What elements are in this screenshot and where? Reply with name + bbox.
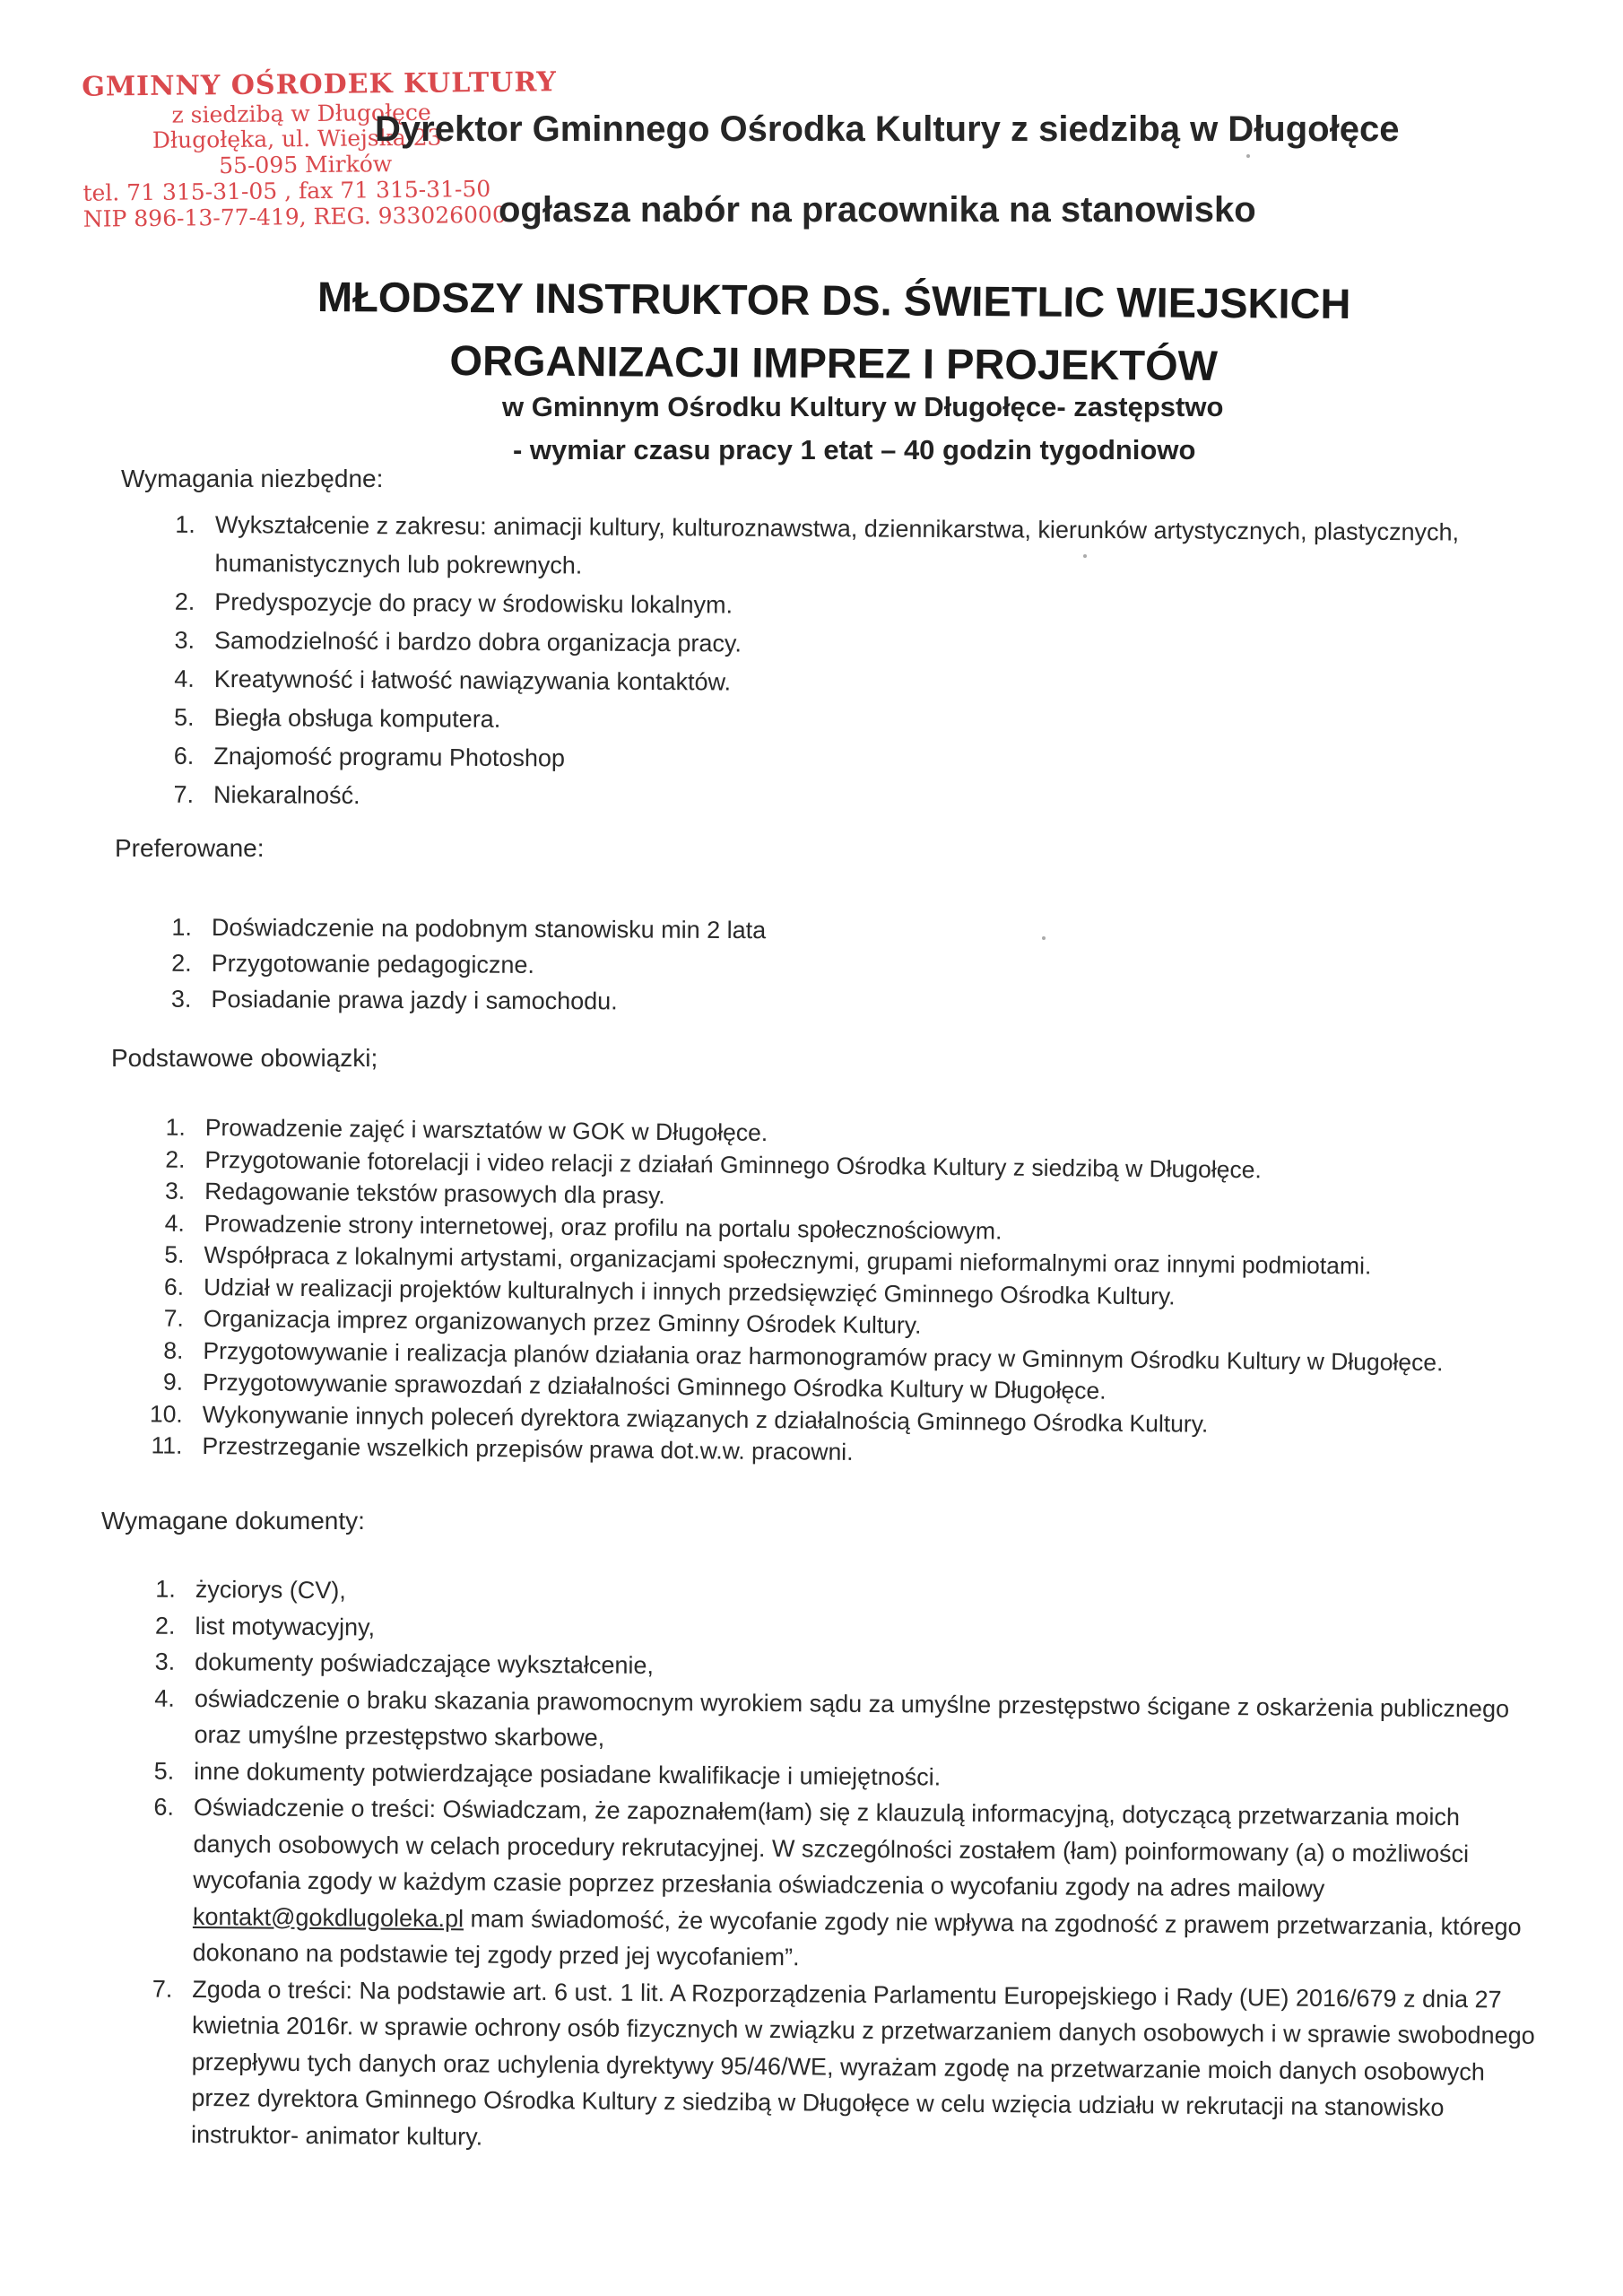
list-item-text: Współpraca z lokalnymi artystami, organizacjami społecznymi, grupami nieformalnymi oraz innymi podmiotami.	[204, 1240, 1372, 1280]
stamp-line: Długołęka, ul. Wiejska 23	[152, 124, 442, 154]
list-item-text: oświadczenie o braku skazania prawomocnym wyrokiem sądu za umyślne przestępstwo ścigane z oskarżenia publicznego oraz umyślne przestępstwo skarbowe,	[194, 1684, 1510, 1752]
list-item-number: 8.	[163, 1336, 184, 1364]
list-item-number: 6.	[173, 742, 195, 770]
announcement-intro: ogłasza nabór na pracownika na stanowisko	[499, 190, 1256, 230]
list-item-number: 4.	[164, 1209, 185, 1237]
list-item	[152, 1970, 1538, 2162]
scan-speck	[1042, 936, 1046, 940]
list-item-text: Wykształcenie z zakresu: animacji kultury, kulturoznawstwa, dziennikarstwa, kierunków artystycznych, plastycznych, humanistycznych lub pokrewnych.	[214, 510, 1460, 579]
list-item-number: 3.	[170, 985, 192, 1013]
list-item-text: Przygotowywanie sprawozdań z działalności Gminnego Ośrodka Kultury w Długołęce.	[202, 1368, 1107, 1405]
list-item	[175, 506, 1523, 591]
list-item-number: 2.	[174, 587, 195, 615]
list-item-text: Wykonywanie innych poleceń dyrektora związanych z działalnością Gminnego Ośrodka Kultury.	[202, 1400, 1209, 1438]
list-item-number: 9.	[162, 1368, 184, 1396]
position-location: w Gminnym Ośrodku Kultury w Długołęce- zastępstwo	[502, 391, 1224, 422]
preferred-heading: Preferowane:	[115, 834, 265, 862]
requirements-list	[173, 506, 1524, 822]
list-item-text: Doświadczenie na podobnym stanowisku min 2 lata	[211, 913, 767, 944]
list-item-number: 4.	[174, 665, 195, 692]
documents-list	[152, 1571, 1541, 2163]
email-link[interactable]: kontakt@gokdlugoleka.pl	[192, 1902, 464, 1932]
list-item-text: Biegła obsługa komputera.	[213, 703, 501, 733]
documents-heading: Wymagane dokumenty:	[101, 1507, 365, 1535]
stamp-line: NIP 896-13-77-419, REG. 933026000	[82, 201, 507, 232]
list-item-number: 7.	[152, 1975, 173, 2003]
scan-speck	[1246, 154, 1250, 158]
consent-text-before: Oświadczenie o treści: Oświadczam, że zapoznałem(łam) się z klauzulą informacyjną, dotyczącą przetwarzania moich danych osobowych w celach procedury rekrutacyjnej. W szczególności zostałem (łam) poinformowany (a) o możliwości wycofania zgody w każdym czasie poprzez przesłania oświadczenia o wycofaniu zgody na adres mailowy	[193, 1793, 1470, 1902]
requirements-heading: Wymagania niezbędne:	[121, 465, 384, 492]
list-item-text: Znajomość programu Photoshop	[213, 742, 566, 772]
list-item-text	[193, 1789, 1540, 1981]
list-item-text: Przestrzeganie wszelkich przepisów prawa dot.w.w. pracowni.	[202, 1431, 854, 1465]
list-item-text: Prowadzenie strony internetowej, oraz profilu na portalu społecznościowym.	[204, 1209, 1002, 1245]
stamp-line: tel. 71 315-31-05 , fax 71 315-31-50	[82, 175, 491, 206]
list-item-text: Przygotowywanie i realizacja planów działania oraz harmonogramów pracy w Gminnym Ośrodku Kultury w Długołęce.	[203, 1336, 1444, 1376]
list-item-text: Kreatywność i łatwość nawiązywania kontaktów.	[213, 665, 732, 696]
working-time: - wymiar czasu pracy 1 etat – 40 godzin tygodniowo	[513, 434, 1196, 465]
list-item-number: 1.	[165, 1113, 186, 1141]
list-item-text: Redagowanie tekstów prasowych dla prasy.	[204, 1177, 665, 1209]
duties-heading: Podstawowe obowiązki;	[111, 1044, 378, 1072]
list-item-text: życiorys (CV),	[195, 1575, 346, 1605]
list-item-text: Posiadanie prawa jazdy i samochodu.	[211, 985, 618, 1015]
duties-list	[149, 1112, 1515, 1474]
list-item-number: 7.	[163, 1304, 184, 1332]
organization-stamp	[82, 66, 557, 232]
list-item-number: 1.	[171, 913, 192, 941]
list-item-number: 2.	[171, 949, 192, 977]
list-item-number: 10.	[149, 1399, 183, 1428]
list-item	[173, 776, 1523, 822]
list-item-number: 1.	[175, 510, 195, 538]
list-item-number: 3.	[154, 1648, 176, 1675]
announcement-issuer: Dyrektor Gminnego Ośrodka Kultury z siedzibą w Długołęce	[375, 109, 1400, 149]
list-item-text: Organizacja imprez organizowanych przez Gminny Ośrodek Kultury.	[203, 1304, 922, 1339]
position-title: MŁODSZY INSTRUKTOR DS. ŚWIETLIC WIEJSKICH ORGANIZACJI IMPREZ I PROJEKTÓW	[317, 272, 1351, 389]
list-item-text: Przygotowanie pedagogiczne.	[211, 949, 535, 978]
list-item-number: 11.	[151, 1431, 183, 1459]
list-item-text: list motywacyjny,	[195, 1612, 376, 1641]
list-item-text: Niekaralność.	[213, 780, 360, 809]
list-item-text: inne dokumenty potwierdzające posiadane kwalifikacje i umiejętności.	[194, 1757, 942, 1791]
list-item-number: 4.	[154, 1684, 176, 1712]
list-item-number: 5.	[164, 1240, 185, 1268]
list-item-number: 5.	[153, 1757, 175, 1785]
scan-speck	[1083, 554, 1087, 558]
stamp-line: 55-095 Mirków	[219, 151, 393, 179]
list-item-text: Udział w realizacji projektów kulturalnych i innych przedsięwzięć Gminnego Ośrodka Kultury.	[203, 1273, 1176, 1309]
stamp-line: z siedzibą w Długołęce	[171, 99, 431, 128]
list-item-number: 3.	[174, 626, 195, 654]
list-item	[170, 981, 1466, 1023]
stamp-title: GMINNY OŚRODEK KULTURY	[82, 66, 557, 103]
list-item-text: Samodzielność i bardzo dobra organizacja pracy.	[213, 626, 742, 657]
list-item-number: 2.	[154, 1612, 176, 1639]
list-item-number: 6.	[163, 1273, 185, 1300]
list-item	[153, 1789, 1540, 1981]
list-item-text: Prowadzenie zajęć i warsztatów w GOK w Długołęce.	[204, 1113, 768, 1147]
list-item-number: 1.	[155, 1575, 176, 1603]
list-item-text: Przygotowanie fotorelacji i video relacji z działań Gminnego Ośrodka Kultury z siedzibą w Długołęce.	[204, 1145, 1262, 1183]
list-item	[154, 1680, 1540, 1763]
list-item-text: Predyspozycje do pracy w środowisku lokalnym.	[214, 587, 733, 619]
list-item-number: 3.	[164, 1177, 186, 1205]
list-item-number: 7.	[173, 780, 195, 808]
list-item-number: 5.	[173, 703, 195, 731]
consent-text-after: mam świadomość, że wycofanie zgody nie wpływa na zgodność z prawem przetwarzania, którego dokonano na podstawie tej zgody przed jej wycofaniem”.	[192, 1904, 1522, 1971]
list-item-text: Zgoda o treści: Na podstawie art. 6 ust. 1 lit. A Rozporządzenia Parlamentu Europejskiego i Rady (UE) 2016/679 z dnia 27 kwietnia 2016r. w sprawie ochrony osób fizycznych w związku z przetwarzaniem danych osobowych i w sprawie swobodnego przepływu tych danych oraz uchylenia dyrektywy 95/46/WE, wyrażam zgodę na przetwarzanie moich danych osobowych przez dyrektora Gminnego Ośrodka Kultury z siedzibą w Długołęce w celu wzięcia udziału w rekrutacji na stanowisko instruktor- animator kultury.	[190, 1975, 1535, 2151]
list-item-number: 6.	[153, 1793, 175, 1821]
list-item-text: dokumenty poświadczające wykształcenie,	[195, 1648, 655, 1680]
preferred-list	[170, 909, 1467, 1023]
list-item-number: 2.	[165, 1145, 186, 1173]
